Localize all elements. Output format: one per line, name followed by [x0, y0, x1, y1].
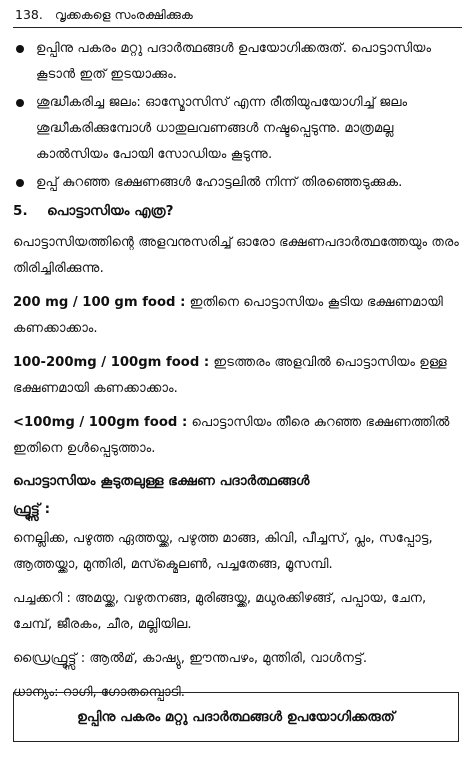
bullet-icon: [16, 99, 24, 107]
section-number: 5.: [13, 203, 28, 219]
callout-box: [13, 692, 459, 742]
vegetables-list: പച്ചക്കറി : അമയ്ക്ക, വഴുതനങ്ങ, മുരിങ്ങയ്ക്ക, മധുരക്കിഴങ്ങ്, പപ്പായ, ചേന, ചേമ്പ്, ജീരകം, ചീര, മല്ലിയില.: [13, 591, 427, 632]
page-number: 138.: [15, 7, 43, 22]
level-label: <100mg / 100gm food :: [13, 415, 188, 430]
running-head: [13, 6, 462, 24]
list-item-text: ഉപ്പിനു പകരം മറ്റു പദാർത്ഥങ്ങൾ ഉപയോഗിക്കരുത്. പൊട്ടാസിയം കൂടാൻ ഇത് ഇടയാക്കും.: [36, 41, 432, 82]
dry-fruits-list: ഡ്രൈഫ്രൂട്ട്സ് : ആൽമ്, കാഷ്യു, ഈന്തപഴം, മുന്തിരി, വാൾനട്ട്.: [13, 651, 368, 666]
list-item: [13, 170, 462, 196]
section-title: പൊട്ടാസിയം എത്ര?: [47, 203, 174, 219]
list-item-text: ശുദ്ധീകരിച്ച ജലം: ഓസ്മോസിസ് എന്ന രീതിയുപയോഗിച്ച് ജലം ശുദ്ധീകരിക്കുമ്പോൾ ധാതുലവണങ്ങൾ നഷ്ടപ്പെടുന്നു. മാത്രമല്ല കാൽസിയം പോയി സോഡിയം കൂടുന്നു.: [36, 95, 408, 162]
list-item: [13, 36, 462, 88]
section-heading: [13, 200, 462, 222]
fruits-heading: ഫ്രൂട്ട്സ് :: [13, 501, 51, 517]
level-text: പൊട്ടാസിയം തീരെ കുറഞ്ഞ ഭക്ഷണത്തിൽ ഇതിനെ ഉൾപ്പെടുത്താം.: [13, 415, 450, 456]
list-item-text: ഉപ്പ് കുറഞ്ഞ ഭക്ഷണങ്ങൾ ഹോട്ടലിൽ നിന്ന് തിരഞ്ഞെടുക്കുക.: [36, 175, 403, 190]
level-label: 200 mg / 100 gm food :: [13, 295, 186, 310]
tips-list: [13, 36, 462, 196]
header-divider: [13, 27, 462, 28]
grains-list: ധാന്യം: റാഗി, ഗോതമ്പ്പൊടി.: [13, 685, 185, 700]
bullet-icon: [16, 45, 24, 53]
level-label: 100-200mg / 100gm food :: [13, 355, 210, 370]
level-text: ഇതിനെ പൊട്ടാസിയം കൂടിയ ഭക്ഷണമായി കണക്കാക്കാം.: [13, 295, 443, 336]
callout-text: ഉപ്പിനു പകരം മറ്റു പദാർത്ഥങ്ങൾ ഉപയോഗിക്കരുത്: [77, 709, 395, 725]
level-high-paragraph: [13, 290, 462, 342]
intro-paragraph: പൊട്ടാസിയത്തിന്റെ അളവനുസരിച്ച് ഓരോ ഭക്ഷണപദാർത്ഥത്തേയും തരം തിരിച്ചിരിക്കുന്നു.: [13, 235, 459, 276]
fruits-list: നെല്ലിക്ക, പഴുത്ത ഏത്തയ്ക്ക, പഴുത്ത മാങ്ങ, കിവി, പീച്ചസ്, പ്ലം, സപ്പോട്ട, ആത്തയ്ക്കാ, മുന്തിരി, മസ്ക്മെലൺ, പച്ചതേങ്ങ, മൂസമ്പി.: [13, 531, 433, 572]
level-low-paragraph: [13, 410, 462, 462]
list-item: [13, 90, 462, 168]
level-text: ഇടത്തരം അളവിൽ പൊട്ടാസിയം ഉള്ള ഭക്ഷണമായി കണക്കാക്കാം.: [13, 355, 447, 396]
bullet-icon: [16, 179, 24, 187]
foods-heading: പൊട്ടാസിയം കൂടുതലുള്ള ഭക്ഷണ പദാർത്ഥങ്ങൾ: [13, 473, 310, 489]
book-title: വൃക്കകളെ സംരക്ഷിക്കുക: [54, 7, 193, 22]
level-medium-paragraph: [13, 350, 462, 402]
